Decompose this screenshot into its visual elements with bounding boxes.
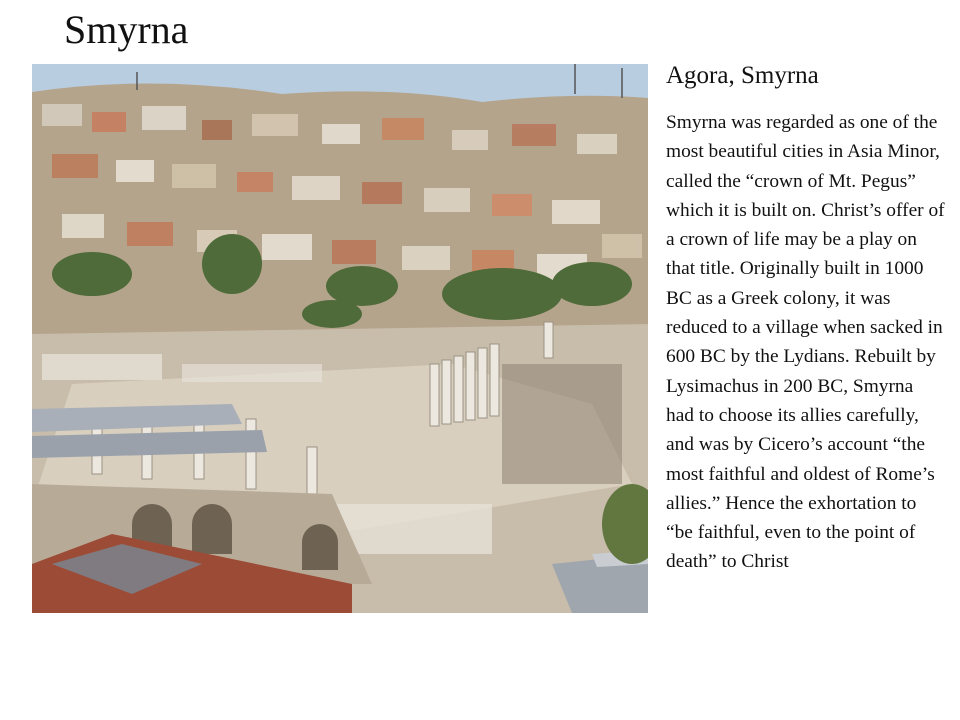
caption-body: Smyrna was regarded as one of the most beautiful cities in Asia Minor, called the “crown of Mt. Pegus” which it is built on. Christ’s offer of a crown of life may be a play on that title. Originally built in 1000 BC as a Greek colony, it was reduced to a village when sacked in 600 BC by the Lydians. Rebuilt by Lysimachus in 200 BC, Smyrna had to choose its allies carefully, and was by Cicero’s account “the most faithful and oldest of Rome’s allies.” Hence the exhortation to “be faithful, even to the point of death” to Christ — [666, 112, 945, 573]
agora-photo — [32, 64, 648, 613]
caption-heading: Agora, Smyrna — [666, 62, 819, 89]
slide-title: Smyrna — [64, 7, 189, 52]
